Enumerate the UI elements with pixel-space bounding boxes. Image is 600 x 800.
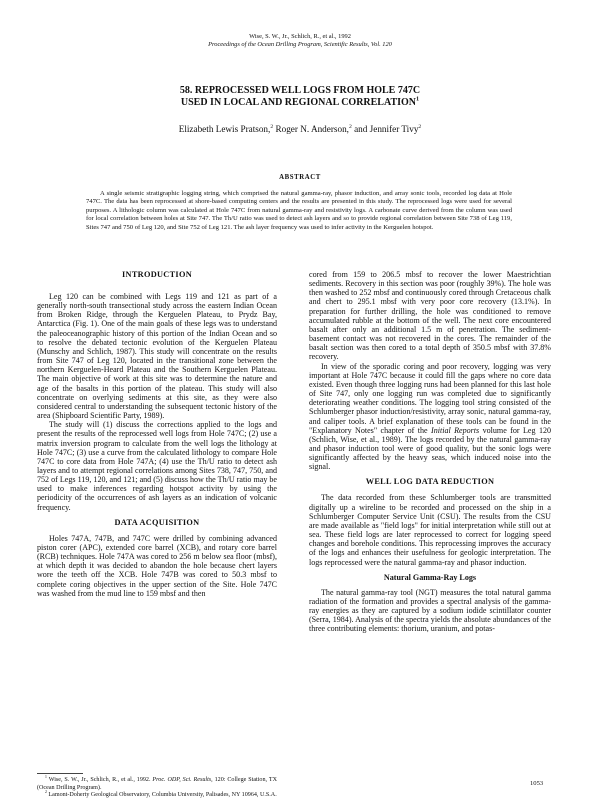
abstract-heading: ABSTRACT	[279, 174, 321, 181]
footnote-rule	[37, 773, 83, 774]
author-2: Roger N. Anderson,	[275, 124, 349, 134]
page-number: 1053	[530, 780, 544, 787]
title-line-1: 58. REPROCESSED WELL LOGS FROM HOLE 747C	[179, 85, 421, 96]
author-3: and Jennifer Tivy	[354, 124, 419, 134]
author-list	[0, 124, 600, 135]
footnotes	[37, 777, 277, 800]
running-header-journal: Proceedings of the Ocean Drilling Program, Scientific Results, Vol. 120	[208, 41, 392, 48]
abstract-text: A single seismic stratigraphic logging string, which comprised the natural gamma-ray, phasor induction, and array sonic tools, recorded log data at Hole 747C. The data has been reprocessed at shore-based computing centers and the results are presented in this study. The reprocessed logs were used for several purposes. A lithologic column was calculated at Hole 747C from natural gamma-ray and resistivity logs. A carbonate curve derived from the column was used for local correlation between holes at Site 747. The Th/U ratio was used to detect ash layers and so to provide regional correlation between Site 738 of Leg 119, Sites 747 and 750 of Leg 120, and Site 752 of Leg 121. The ash layer frequency was used to infer activity in the Kerguelen hotspot.	[86, 190, 512, 231]
well-log-data-reduction-heading: WELL LOG DATA REDUCTION	[365, 477, 495, 487]
natural-gamma-ray-logs-paragraph-1: The natural gamma-ray tool (NGT) measures the total natural gamma radiation of the formation and provides a spectral analysis of the gamma-ray energies as they are captured by a sodium iodide scintillator counter (Serra, 1984). Analysis of the spectra yields the absolute abundances of the three contributing elements: thorium, uranium, and potas-	[309, 587, 551, 634]
natural-gamma-ray-logs-heading: Natural Gamma-Ray Logs	[383, 572, 477, 582]
title-footnote-mark: 1	[416, 95, 420, 103]
author-1-mark: 2	[270, 123, 274, 130]
right-column	[309, 270, 551, 633]
footnote-2: $^2$ Lamont-Doherty Geological Observatory, Columbia University, Palisades, NY 10964, U.S.A.	[45, 790, 277, 799]
data-acquisition-paragraph-1-continued: cored from 159 to 206.5 mbsf to recover the lower Maestrichtian sediments. Recovery in this section was poor (roughly 39%). The hole was then washed to 252 mbsf and continuously cored through Cretaceous chalk and chert to 295.1 mbsf with very poor core recovery (13.1%). In preparation for further drilling, the hole was conditioned to remove accumulated rubble at the bottom of the well. The next core encountered basalt after only an additional 1.5 m of penetration. The sediment-basement contact was not recovered in the cores. The remainder of the basalt section was then cored to a total depth of 350.5 mbsf with 37.8% recovery.	[309, 270, 551, 362]
author-3-mark: 2	[418, 123, 422, 130]
well-log-data-reduction-paragraph-1: The data recorded from these Schlumberger tools are transmitted digitally up a wireline to be recorded and processed on the ship in a Schlumberger Computer Service Unit (CSU). The results from the CSU are made available as "field logs" for initial interpretation while still out at sea. These field logs are later reprocessed to correct for logging speed changes and borehole conditions. This reprocessing improves the accuracy of the logs and enhances their usefulness for geologic interpretation. The logs reprocessed were the natural gamma-ray and phasor induction.	[309, 493, 551, 567]
paper-title	[0, 85, 600, 109]
title-line-2: USED IN LOCAL AND REGIONAL CORRELATION$^1$	[180, 95, 420, 108]
data-acquisition-paragraph-2: In view of the sporadic coring and poor recovery, logging was very important at Hole 747C because it could fill the gaps where no core data existed. Even though three logging runs had been planned for this last hole of Site 747, only one logging run was completed due to significantly deteriorating weather conditions. The logging tool string consisted of the Schlumberger phasor induction/resistivity, array sonic, natural gamma-ray, and caliper tools. A brief explanation of these tools can be found in the "Explanatory Notes" chapter of the Initial Reports volume for Leg 120 (Schlich, Wise, et al., 1989). The logs recorded by the natural gamma-ray and phasor induction tool were of good quality, but the sonic logs were significantly affected by the heavy seas, which induced noise into the signal.	[309, 361, 552, 472]
footnote-1: $^1$ Wise, S. W., Jr., Schlich, R., et al., 1992. Proc. ODP, Sci. Results, 120: College Station, TX (Ocean Drilling Program).	[37, 775, 277, 791]
left-column	[37, 270, 277, 598]
introduction-paragraph-2: The study will (1) discuss the corrections applied to the logs and present the results of the reprocessed well logs from Hole 747C; (2) use a matrix inversion program to calculate from the well logs the lithology at Hole 747C; (3) use a curve from the calculated lithology to compare Hole 747C to core data from Hole 747A; (4) use the Th/U ratio to detect ash layers and to attempt regional correlations among Sites 738, 747, 750, and 752 of Legs 119, 120, and 121; and (5) discuss how the Th/U ratio may be used to make inferences regarding hotspot activity by using the periodicity of the occurrences of ash layers as an indication of volcanic frequency.	[37, 420, 277, 512]
author-1: Elizabeth Lewis Pratson,	[178, 124, 271, 134]
author-2-mark: 2	[348, 123, 352, 130]
introduction-paragraph-1: Leg 120 can be combined with Legs 119 and 121 as part of a generally north-south transectional study across the eastern Indian Ocean from Broken Ridge, through the Kerguelen Plateau, to Prydz Bay, Antarctica (Fig. 1). One of the main goals of these legs was to understand the paleoceanographic history of this portion of the Indian Ocean and so to resolve the debated tectonic evolution of the Kerguelen Plateau (Munschy and Schlich, 1987). This study will concentrate on the results from Site 747 of Leg 120, located in the transitional zone between the northern Kerguelen-Heard Plateau and the Southern Kerguelen Plateau. The main objective of work at this site was to determine the nature and age of the basalts in this portion of the plateau. This study will also concentrate on overlying sediments at this site, as they were also considered central to understanding the subsequent tectonic history of the area (Shipboard Scientific Party, 1989).	[37, 292, 277, 421]
introduction-heading: INTRODUCTION	[122, 270, 192, 279]
running-header-citation: Wise, S. W., Jr., Schlich, R., et al., 1992	[249, 33, 351, 40]
data-acquisition-heading: DATA ACQUISITION	[114, 517, 200, 527]
data-acquisition-paragraph-1: Holes 747A, 747B, and 747C were drilled by combining advanced piston corer (APC), extended core barrel (XCB), and rotary core barrel (RCB) techniques. Hole 747A was cored to 256 m below sea floor (mbsf), at which depth it was decided to abandon the hole because chert layers wore the teeth off the XCB. Hole 747B was cored to 50.3 mbsf to complete coring objectives in the upper section of the Site. Hole 747C was washed from the mud line to 159 mbsf and then	[37, 533, 277, 598]
